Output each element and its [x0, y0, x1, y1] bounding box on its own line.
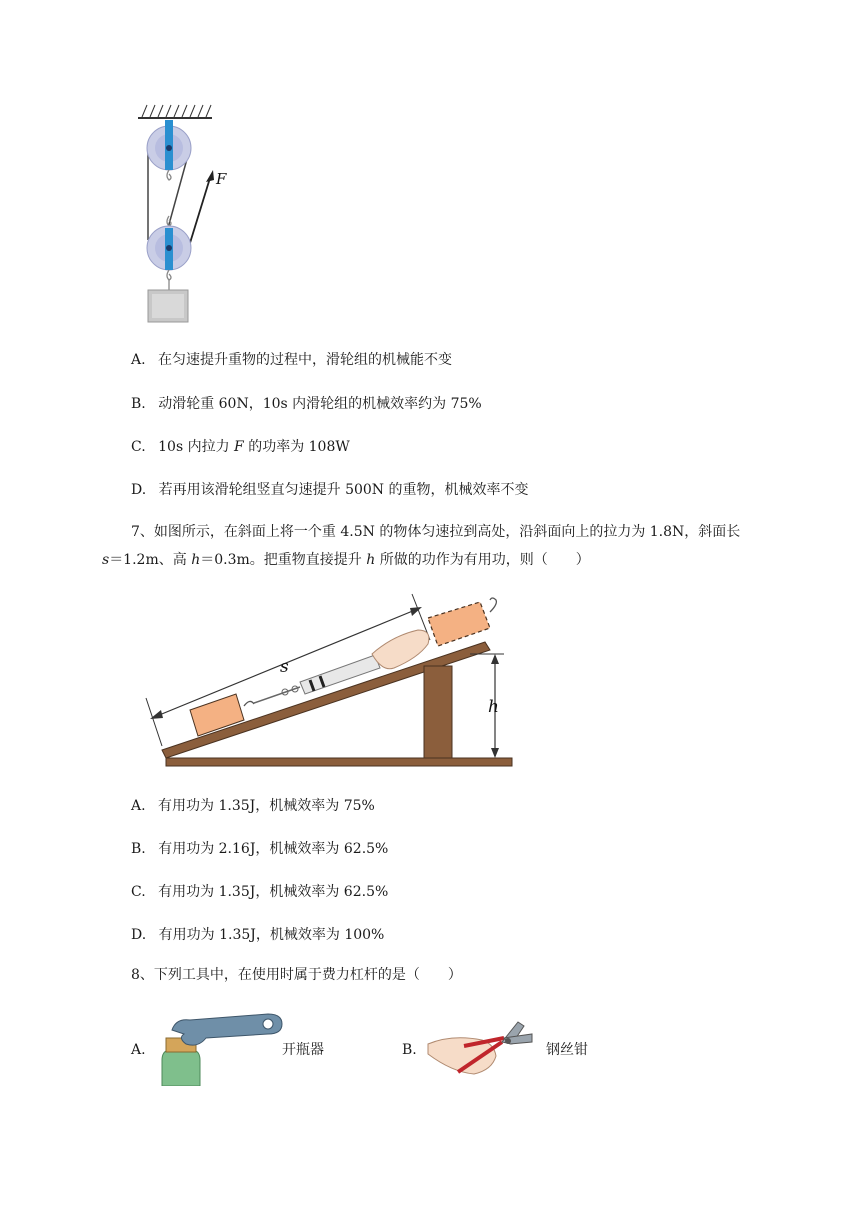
option-text: 若再用该滑轮组竖直匀速提升 500N 的重物，机械效率不变	[158, 482, 529, 498]
option-text: 有用功为 2.16J，机械效率为 62.5%	[158, 841, 389, 857]
q8-stem	[102, 961, 822, 989]
bottle-opener-icon	[150, 1008, 290, 1086]
q7-stem	[102, 518, 822, 574]
option-text-post: 的功率为 108W	[243, 439, 350, 455]
var-s: s	[102, 552, 110, 568]
q8-option-a-name: 开瓶器	[282, 1042, 324, 1058]
option-text: 有用功为 1.35J，机械效率为 62.5%	[158, 884, 389, 900]
force-label: F	[216, 170, 227, 188]
option-letter: D.	[131, 482, 147, 498]
stem-text: ＝0.3m。把重物直接提升	[200, 552, 367, 568]
option-text: 有用功为 1.35J，机械效率为 75%	[158, 798, 375, 814]
option-letter: B.	[131, 841, 146, 857]
q7-stem-line1: 7、如图所示，在斜面上将一个重 4.5N 的物体匀速拉到高处，沿斜面向上的拉力为 1.8N，斜面长	[131, 524, 741, 540]
pliers-icon	[422, 1014, 542, 1080]
q6-option-c	[131, 437, 350, 457]
q8-option-a-letter: A.	[131, 1042, 146, 1058]
q7-option-a	[131, 796, 375, 816]
option-letter: A.	[131, 798, 146, 814]
q8-option-b-name: 钢丝钳	[546, 1042, 588, 1058]
stem-text: 所做的功作为有用功，则（ ）	[375, 552, 590, 568]
option-text	[158, 439, 350, 455]
q7-stem-line2	[102, 546, 822, 574]
option-letter: C.	[131, 439, 146, 455]
option-letter: B.	[131, 396, 146, 412]
q8-option-b-letter: B.	[402, 1042, 417, 1058]
option-text: 有用功为 1.35J，机械效率为 100%	[158, 927, 385, 943]
pulley-figure	[130, 100, 240, 330]
incline-figure	[140, 590, 520, 775]
var-h: h	[191, 552, 201, 568]
var-h: h	[366, 552, 376, 568]
q8-stem-text: 8、下列工具中，在使用时属于费力杠杆的是（ ）	[131, 967, 462, 983]
h-label: h	[488, 697, 499, 717]
q6-option-a	[131, 350, 452, 370]
q7-option-b	[131, 839, 388, 859]
s-label: s	[280, 657, 289, 677]
option-text: 在匀速提升重物的过程中，滑轮组的机械能不变	[158, 352, 453, 368]
q7-option-d	[131, 925, 384, 945]
q7-option-c	[131, 882, 388, 902]
option-var: F	[234, 439, 244, 455]
option-text: 动滑轮重 60N，10s 内滑轮组的机械效率约为 75%	[158, 396, 482, 412]
stem-text: ＝1.2m、高	[109, 552, 192, 568]
option-letter: D.	[131, 927, 147, 943]
option-letter: C.	[131, 884, 146, 900]
option-letter: A.	[131, 352, 146, 368]
q6-option-d	[131, 480, 529, 500]
q6-option-b	[131, 394, 482, 414]
option-text-pre: 10s 内拉力	[158, 439, 235, 455]
